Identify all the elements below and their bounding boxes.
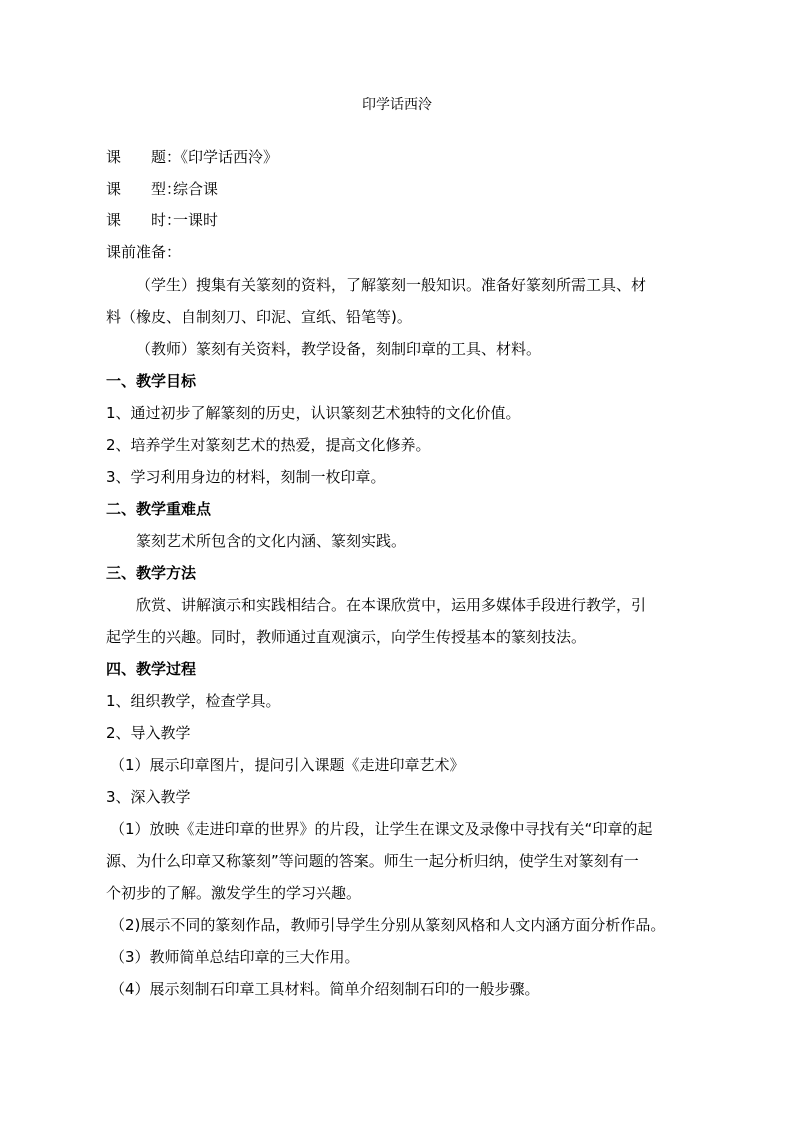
meta-topic-value: 《印学话西泠》	[173, 148, 279, 166]
document-title: 印学话西泠	[362, 97, 432, 113]
process-step3: 3、深入教学	[106, 788, 191, 806]
goal-item-1: 1、通过初步了解篆刻的历史，认识篆刻艺术独特的文化价值。	[106, 404, 521, 422]
process-step3-1-line1: （1）放映《走进印章的世界》的片段，让学生在课文及录像中寻找有关“印章的起	[110, 820, 653, 838]
keypoints-text: 篆刻艺术所包含的文化内涵、篆刻实践。	[136, 532, 407, 550]
prep-teacher-line: （教师）篆刻有关资料，教学设备，刻制印章的工具、材料。	[136, 340, 542, 358]
process-heading: 四、教学过程	[106, 660, 197, 678]
meta-hours-label: 课 时：	[106, 211, 182, 229]
process-step3-3: （3）教师简单总结印章的三大作用。	[110, 948, 360, 966]
prep-student-line1: （学生）搜集有关篆刻的资料，了解篆刻一般知识。准备好篆刻所需工具、材	[136, 276, 647, 294]
methods-heading: 三、教学方法	[106, 564, 197, 582]
meta-type	[106, 179, 218, 199]
process-step3-1-line2: 源、为什么印章又称篆刻”等问题的答案。师生一起分析归纳，使学生对篆刻有一	[106, 852, 639, 870]
process-step3-1-line3: 个初步的了解。激发学生的学习兴趣。	[106, 884, 362, 902]
goal-item-3: 3、学习利用身边的材料，刻制一枚印章。	[106, 468, 386, 486]
prep-heading: 课前准备：	[106, 243, 182, 261]
meta-hours	[106, 210, 218, 230]
goal-item-2: 2、培养学生对篆刻艺术的热爱，提高文化修养。	[106, 436, 431, 454]
prep-student-line2: 料（橡皮、自制刻刀、印泥、宣纸、铅笔等)。	[106, 308, 412, 326]
keypoints-heading: 二、教学重难点	[106, 500, 212, 518]
meta-hours-value: 一课时	[173, 211, 219, 229]
process-step1: 1、组织教学，检查学具。	[106, 692, 281, 710]
methods-line2: 起学生的兴趣。同时，教师通过直观演示，向学生传授基本的篆刻技法。	[106, 628, 587, 646]
process-step3-4: （4）展示刻制石印章工具材料。简单介绍刻制石印的一般步骤。	[110, 980, 540, 998]
meta-type-value: 综合课	[173, 180, 219, 198]
process-step2: 2、导入教学	[106, 724, 191, 742]
methods-line1: 欣赏、讲解演示和实践相结合。在本课欣赏中，运用多媒体手段进行教学，引	[136, 596, 647, 614]
meta-type-label: 课 型：	[106, 180, 182, 198]
process-step3-2: （2)展示不同的篆刻作品，教师引导学生分别从篆刻风格和人文内涵方面分析作品。	[110, 916, 666, 934]
meta-topic-label: 课 题：	[106, 148, 182, 166]
goals-heading: 一、教学目标	[106, 372, 197, 390]
process-step2-1: （1）展示印章图片，提问引入课题《走进印章艺术》	[110, 756, 465, 774]
meta-topic	[106, 147, 278, 167]
